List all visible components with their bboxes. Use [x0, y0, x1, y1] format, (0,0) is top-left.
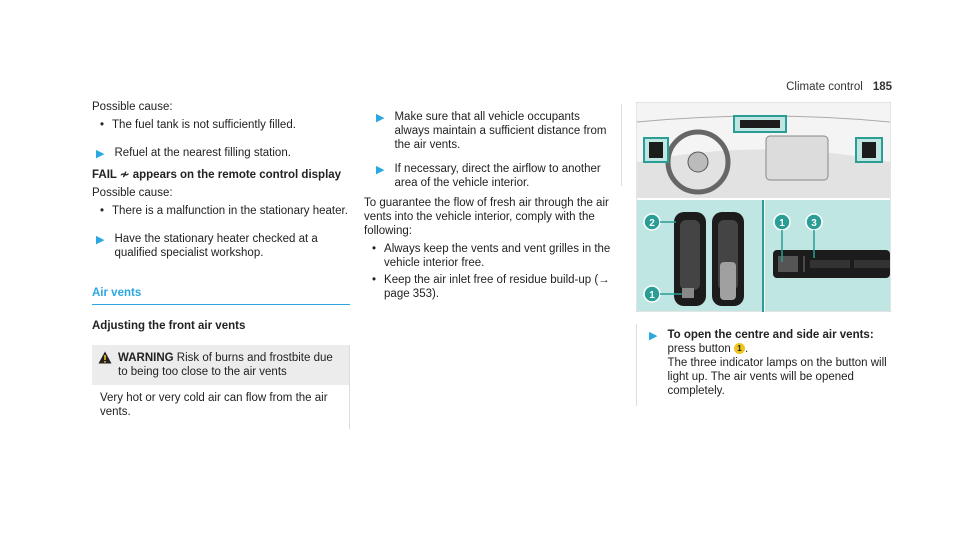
list-item	[92, 118, 350, 132]
instruction-step	[92, 146, 350, 161]
column-2	[364, 104, 622, 304]
instruction-step: ▶ To open the centre and side air vents: press button 1 . The three indicator lamps on the button will light up. The air vents will be opened completely.	[645, 328, 891, 398]
bullet-text: Keep the air inlet free of residue build-up (→ page 353).	[384, 274, 610, 300]
bullet-icon: •	[100, 205, 105, 217]
svg-text:1: 1	[649, 290, 655, 301]
fail-heading: FAIL ≁ appears on the remote control display	[92, 169, 342, 181]
list-item	[364, 242, 622, 270]
step-text: Make sure that all vehicle occupants always maintain a sufficient distance from the air vents.	[394, 111, 607, 151]
step-text: The three indicator lamps on the button will light up. The air vents will be opened completely.	[667, 357, 887, 397]
warning-triangle-icon	[98, 351, 112, 364]
step-arrow-icon: ▶	[376, 112, 385, 124]
svg-text:2: 2	[649, 218, 655, 229]
cause-text: There is a malfunction in the stationary heater.	[112, 205, 348, 217]
step-arrow-icon: ▶	[96, 148, 105, 160]
instruction-step	[92, 232, 350, 260]
bullet-icon: •	[372, 274, 377, 286]
page-number: 185	[872, 81, 892, 93]
intro-paragraph: To guarantee the flow of fresh air through the air vents into the vehicle interior, comply with the following:	[364, 197, 609, 237]
cause-text: The fuel tank is not sufficiently filled.	[112, 119, 296, 131]
step-text: press button	[667, 343, 731, 355]
step-text: Have the stationary heater checked at a qualified specialist workshop.	[114, 233, 318, 259]
section-name: Climate control	[786, 81, 863, 93]
list-item	[364, 273, 622, 301]
warning-box	[92, 345, 350, 429]
svg-text:3: 3	[811, 218, 817, 229]
column-1	[92, 100, 350, 429]
warning-label: WARNING	[118, 352, 174, 364]
step-arrow-icon: ▶	[96, 234, 105, 246]
step-text: If necessary, direct the airflow to another area of the vehicle interior.	[394, 163, 601, 189]
dashboard-illustration	[636, 102, 891, 312]
bullet-text: Always keep the vents and vent grilles in the vehicle interior free.	[384, 243, 611, 269]
bullet-icon: •	[372, 243, 377, 255]
instruction-step	[376, 162, 613, 190]
subsection-title: Adjusting the front air vents	[92, 320, 246, 332]
step-arrow-icon: ▶	[649, 330, 658, 342]
warning-heading-text: Risk of burns and frostbite due to being too close to the air vents	[118, 352, 333, 378]
instruction-step	[376, 110, 613, 152]
step-arrow-icon: ▶	[376, 164, 385, 176]
warning-body: Very hot or very cold air can flow from the air vents.	[100, 392, 328, 418]
instruction-block	[636, 324, 891, 406]
possible-cause-label: Possible cause:	[92, 187, 173, 199]
warning-continuation	[364, 104, 622, 189]
step-text: Refuel at the nearest filling station.	[114, 147, 291, 159]
section-title: Air vents	[92, 286, 350, 305]
callout-badge: 1	[734, 343, 745, 354]
step-title: To open the centre and side air vents:	[667, 329, 874, 341]
svg-text:1: 1	[779, 218, 785, 229]
possible-cause-label: Possible cause:	[92, 101, 173, 113]
list-item	[92, 204, 350, 218]
bullet-icon: •	[100, 119, 105, 131]
warning-header	[92, 345, 349, 385]
page-header	[786, 80, 892, 94]
